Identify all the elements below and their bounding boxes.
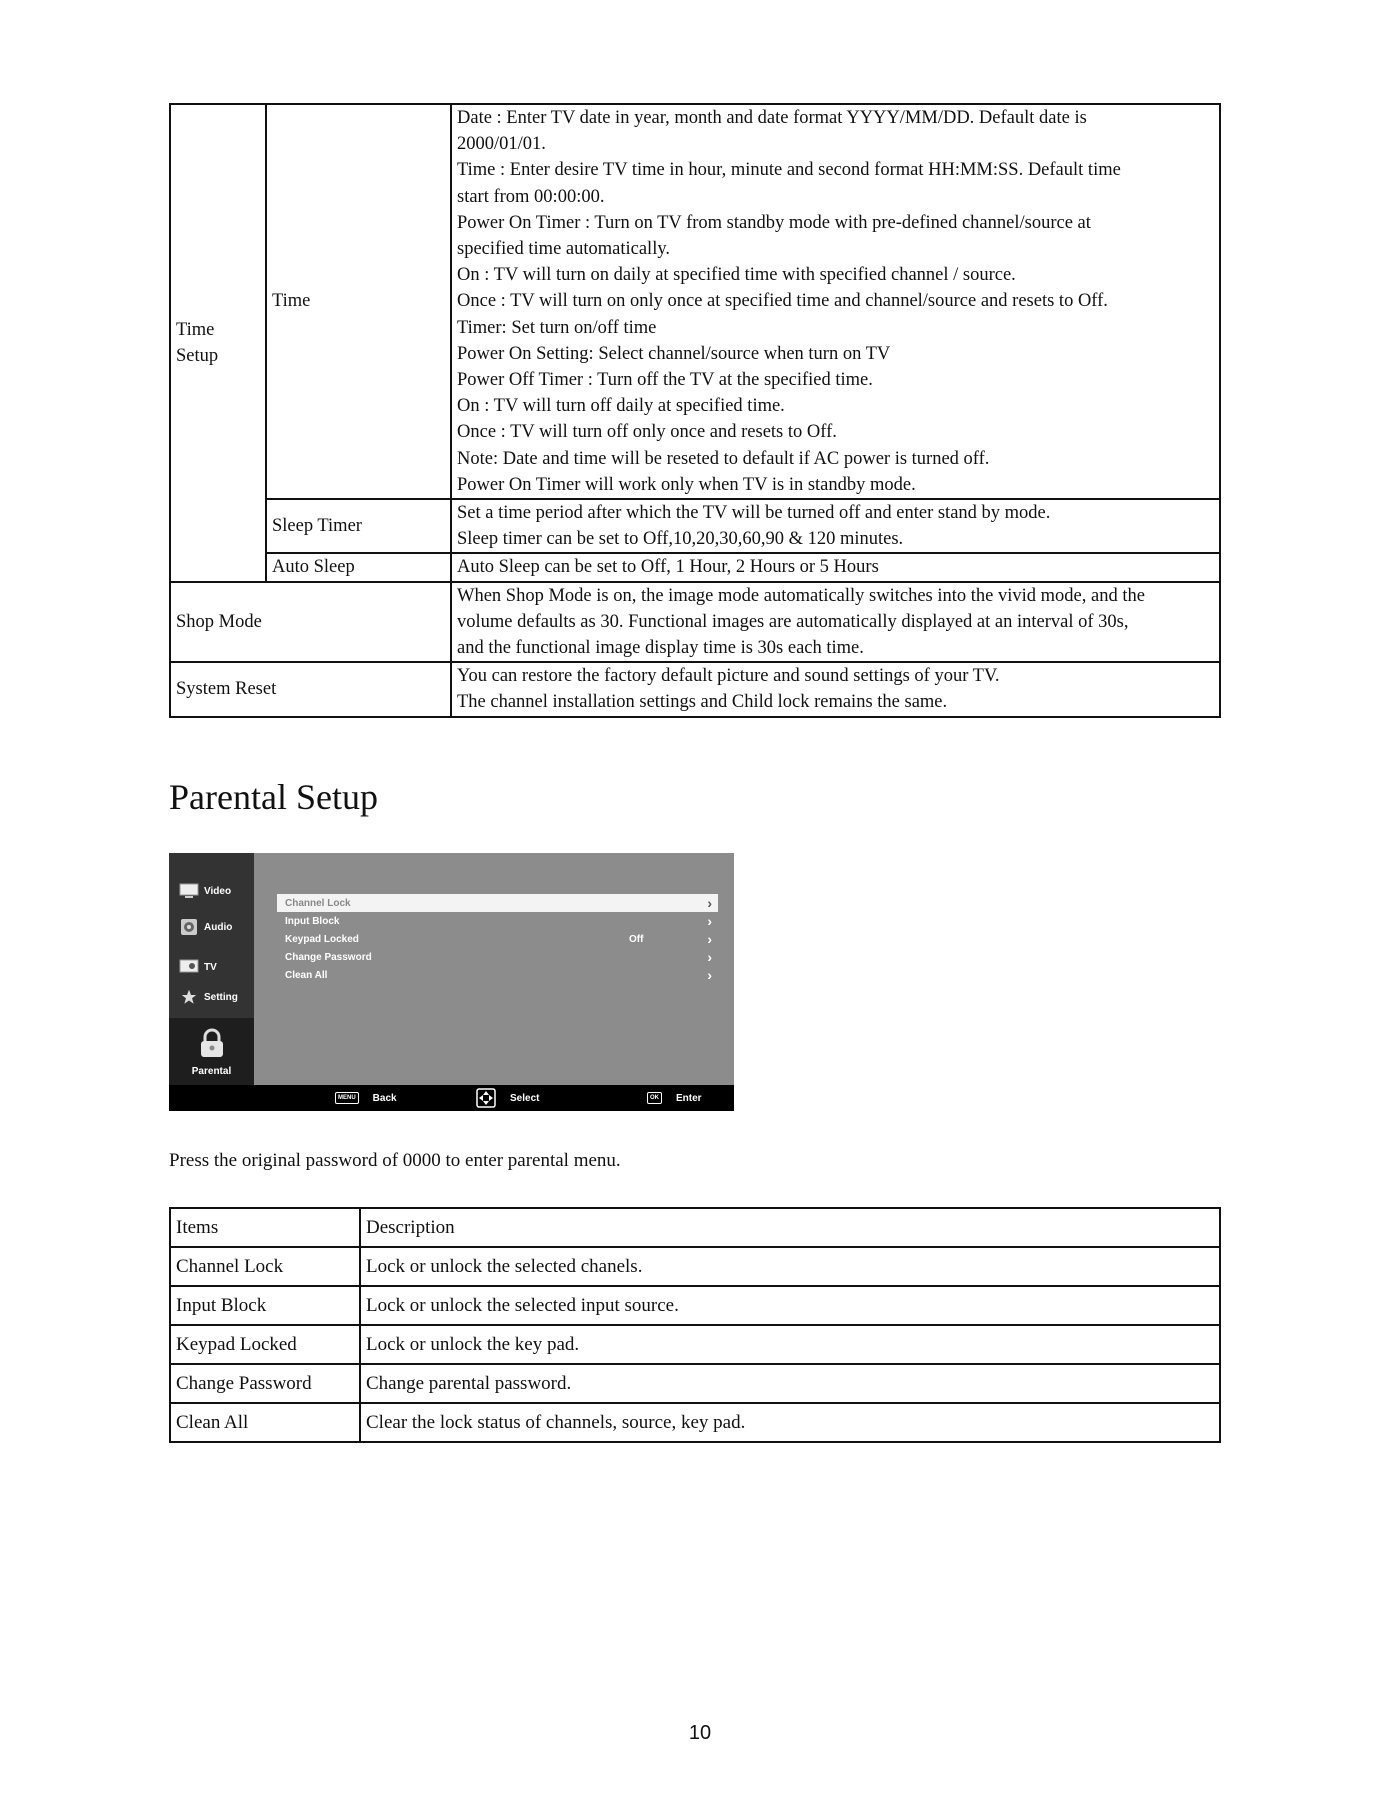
tv-icon (179, 959, 199, 975)
table-row (170, 1247, 1220, 1286)
desc-line: specified time automatically. (457, 239, 671, 260)
desc-line: Power On Timer will work only when TV is in standby mode. (457, 474, 916, 495)
time-setup-group-label (170, 104, 266, 582)
sidebar-item-label: Audio (204, 921, 233, 933)
desc-line: Timer: Set turn on/off time (457, 317, 657, 338)
sleep-timer-description (451, 499, 1220, 553)
enter-hint[interactable] (647, 1085, 702, 1111)
desc-line: You can restore the factory default picture and sound settings of your TV. (457, 666, 1000, 687)
chevron-right-icon: › (707, 949, 712, 965)
menu-item-label: Keypad Locked (285, 933, 359, 945)
sidebar-item-audio[interactable] (179, 919, 232, 935)
menu-sidebar (169, 853, 254, 1085)
table-cell-description: Clear the lock status of channels, source, key pad. (360, 1403, 1220, 1442)
desc-line: Time : Enter desire TV time in hour, minute and second format HH:MM:SS. Default time (457, 160, 1121, 181)
table-cell-item: Input Block (170, 1286, 360, 1325)
dpad-icon (476, 1088, 496, 1108)
desc-line: Once : TV will turn off only once and resets to Off. (457, 422, 837, 443)
back-hint[interactable] (335, 1085, 397, 1111)
lock-icon (197, 1028, 227, 1058)
desc-line: Sleep timer can be set to Off,10,20,30,60,90 & 120 minutes. (457, 529, 904, 550)
desc-line: When Shop Mode is on, the image mode automatically switches into the vivid mode, and the (457, 585, 1145, 606)
star-icon (179, 989, 199, 1005)
sidebar-item-video[interactable] (179, 883, 231, 899)
desc-line: Auto Sleep can be set to Off, 1 Hour, 2 Hours or 5 Hours (457, 557, 879, 578)
system-reset-label: System Reset (170, 662, 451, 716)
desc-line: Power Off Timer : Turn off the TV at the specified time. (457, 370, 873, 391)
menu-item-clean-all[interactable] (277, 966, 718, 984)
shop-mode-description (451, 582, 1220, 663)
enter-label: Enter (676, 1092, 702, 1104)
password-caption: Press the original password of 0000 to enter parental menu. (169, 1150, 621, 1171)
ok-key-icon: OK (647, 1092, 662, 1104)
menu-item-channel-lock[interactable] (277, 894, 718, 912)
menu-footer (169, 1085, 734, 1111)
time-row-description (451, 104, 1220, 499)
back-label: Back (372, 1092, 397, 1104)
speaker-icon (179, 919, 199, 935)
chevron-right-icon: › (707, 931, 712, 947)
time-row-label: Time (266, 104, 451, 499)
desc-line: Power On Timer : Turn on TV from standby mode with pre-defined channel/source at (457, 212, 1091, 233)
chevron-right-icon: › (707, 895, 712, 911)
table-cell-item: Keypad Locked (170, 1325, 360, 1364)
desc-line: Set a time period after which the TV will be turned off and enter stand by mode. (457, 503, 1051, 524)
sleep-timer-label: Sleep Timer (266, 499, 451, 553)
section-heading: Parental Setup (169, 777, 378, 817)
auto-sleep-label: Auto Sleep (266, 553, 451, 581)
table-cell-description: Change parental password. (360, 1364, 1220, 1403)
parental-menu-list (277, 894, 718, 984)
sidebar-item-tv[interactable] (179, 959, 217, 975)
system-reset-description (451, 662, 1220, 716)
menu-item-label: Change Password (285, 951, 372, 963)
chevron-right-icon: › (707, 967, 712, 983)
parental-items-table (169, 1207, 1221, 1443)
menu-item-change-password[interactable] (277, 948, 718, 966)
chevron-right-icon: › (707, 913, 712, 929)
menu-item-keypad-locked[interactable] (277, 930, 718, 948)
table-cell-item: Channel Lock (170, 1247, 360, 1286)
table-row (170, 1286, 1220, 1325)
table-cell-item: Change Password (170, 1364, 360, 1403)
menu-key-icon: MENU (335, 1092, 359, 1104)
parental-menu-screenshot (169, 853, 734, 1111)
menu-item-value: Off (629, 933, 644, 945)
desc-line: and the functional image display time is 30s each time. (457, 638, 864, 659)
sidebar-item-label: TV (204, 961, 217, 973)
desc-line: volume defaults as 30. Functional images are automatically displayed at an interval of 30s, (457, 611, 1129, 632)
select-label: Select (510, 1092, 540, 1104)
table-cell-description: Lock or unlock the selected input source. (360, 1286, 1220, 1325)
desc-line: Once : TV will turn on only once at specified time and channel/source and resets to Off. (457, 291, 1108, 312)
page-number: 10 (688, 1722, 712, 1744)
table-row (170, 1403, 1220, 1442)
table-cell-description: Lock or unlock the key pad. (360, 1325, 1220, 1364)
desc-line: On : TV will turn on daily at specified time with specified channel / source. (457, 265, 1016, 286)
time-setup-table (169, 103, 1221, 718)
table-header-cell: Description (360, 1208, 1220, 1247)
sidebar-item-setting[interactable] (179, 989, 238, 1005)
table-header-cell: Items (170, 1208, 360, 1247)
auto-sleep-description (451, 553, 1220, 581)
sidebar-item-label: Setting (204, 991, 238, 1003)
table-header-row (170, 1208, 1220, 1247)
desc-line: start from 00:00:00. (457, 186, 605, 207)
desc-line: On : TV will turn off daily at specified time. (457, 396, 785, 417)
desc-line: The channel installation settings and Child lock remains the same. (457, 692, 948, 713)
menu-item-label: Input Block (285, 915, 340, 927)
select-hint[interactable] (476, 1085, 539, 1111)
desc-line: Power On Setting: Select channel/source when turn on TV (457, 343, 891, 364)
table-row (170, 1364, 1220, 1403)
time-setup-label: Time Setup (176, 319, 219, 366)
table-cell-item: Clean All (170, 1403, 360, 1442)
sidebar-item-label: Parental (191, 1066, 232, 1077)
video-icon (179, 883, 199, 899)
shop-mode-label: Shop Mode (170, 582, 451, 663)
menu-item-label: Channel Lock (285, 897, 351, 909)
sidebar-item-parental[interactable] (169, 1018, 254, 1085)
table-cell-description: Lock or unlock the selected chanels. (360, 1247, 1220, 1286)
sidebar-item-label: Video (204, 885, 232, 897)
desc-line: Date : Enter TV date in year, month and date format YYYY/MM/DD. Default date is (457, 108, 1087, 128)
table-row (170, 1325, 1220, 1364)
menu-item-label: Clean All (285, 969, 328, 981)
desc-line: 2000/01/01. (457, 134, 546, 155)
menu-item-input-block[interactable] (277, 912, 718, 930)
desc-line: Note: Date and time will be reseted to default if AC power is turned off. (457, 448, 990, 469)
